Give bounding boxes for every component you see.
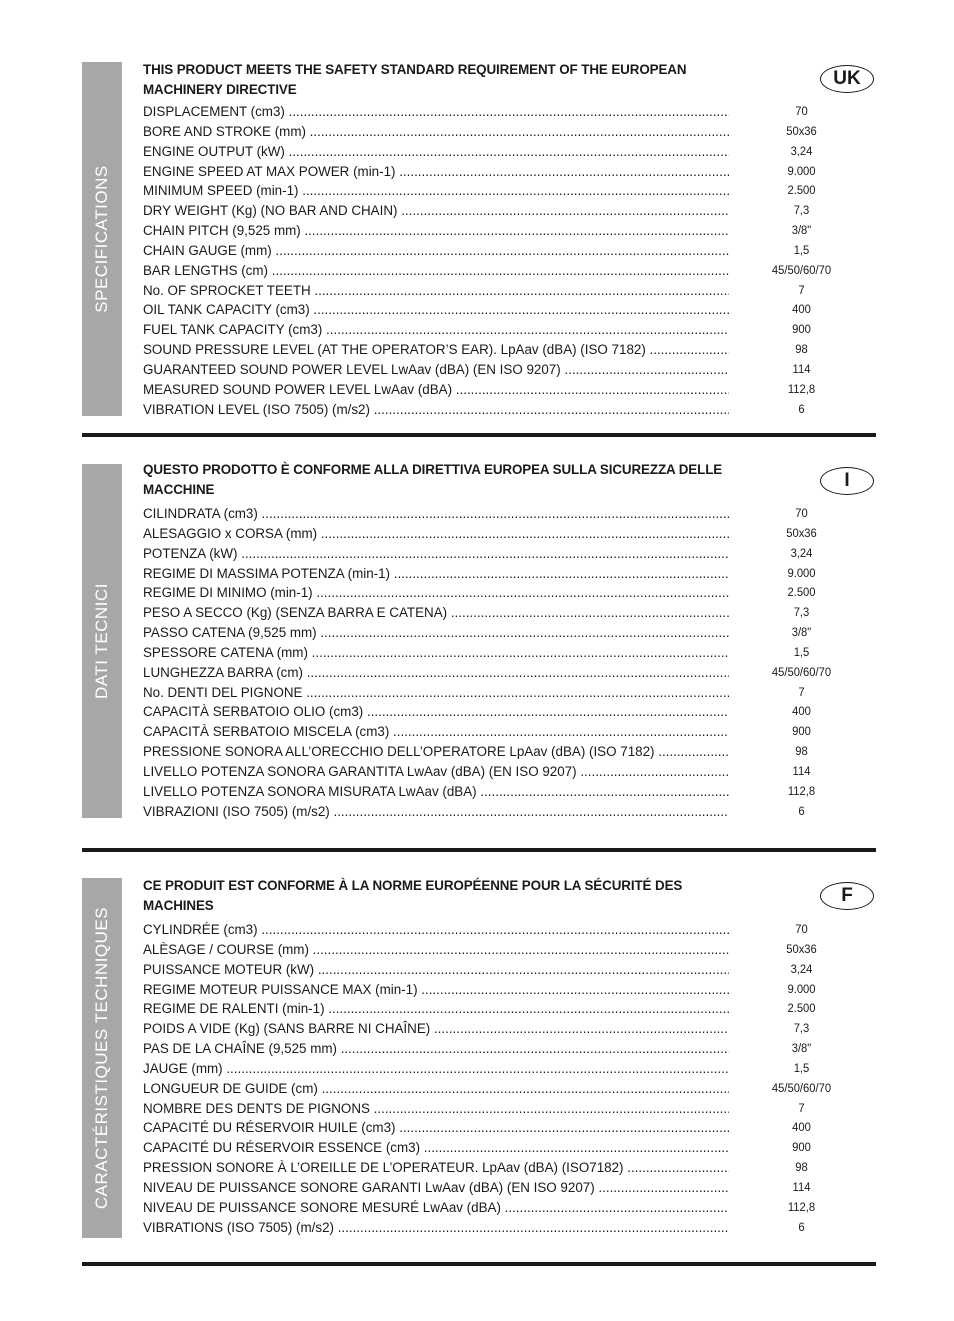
- spec-value: 70: [795, 506, 808, 520]
- sidebar-tab: [82, 878, 122, 1238]
- spec-value: 50x36: [786, 941, 817, 956]
- spec-label: SOUND PRESSURE LEVEL (AT THE OPERATOR’S EAR). LpAav (dBA) (ISO 7182) .....: [143, 340, 729, 360]
- spec-row: [143, 564, 848, 584]
- spec-list: [143, 920, 848, 1238]
- spec-value: 7: [798, 1100, 805, 1115]
- spec-label: NOMBRE DES DENTS DE PIGNONS .....: [143, 1099, 729, 1119]
- spec-value: 70: [795, 922, 808, 936]
- spec-label: VIBRATIONS (ISO 7505) (m/s2) .....: [143, 1218, 729, 1238]
- spec-row: [143, 742, 848, 762]
- spec-label: POIDS A VIDE (Kg) (SANS BARRE NI CHAÎNE) .....: [143, 1019, 729, 1039]
- spec-value: 50x36: [786, 525, 817, 540]
- spec-value: 7,3: [793, 1021, 810, 1036]
- spec-value: 6: [798, 401, 805, 416]
- spec-value: 112,8: [787, 381, 816, 396]
- spec-value: 3,24: [790, 545, 813, 560]
- spec-value: 45/50/60/70: [771, 664, 832, 679]
- spec-label: No. DENTI DEL PIGNONE .....: [143, 683, 729, 703]
- spec-row: [143, 683, 848, 703]
- spec-value: 7,3: [793, 605, 810, 620]
- spec-row: [143, 300, 848, 320]
- spec-value: 1,5: [793, 242, 810, 257]
- spec-row: [143, 722, 848, 742]
- spec-label: LONGUEUR DE GUIDE (cm) .....: [143, 1079, 729, 1099]
- spec-row: [143, 504, 848, 524]
- spec-value: 900: [792, 322, 811, 337]
- spec-value: 114: [792, 1179, 811, 1194]
- spec-value: 112,8: [787, 1199, 816, 1214]
- spec-label: BORE AND STROKE (mm) .....: [143, 122, 729, 142]
- spec-label: CAPACITÀ SERBATOIO OLIO (cm3) .....: [143, 702, 729, 722]
- spec-label: PUISSANCE MOTEUR (kW) .....: [143, 960, 729, 980]
- language-badge: F: [820, 882, 874, 910]
- spec-row: [143, 1138, 848, 1158]
- spec-row: [143, 702, 848, 722]
- spec-list: [143, 102, 848, 420]
- spec-label: POTENZA (kW) .....: [143, 544, 729, 564]
- spec-value: 7,3: [793, 203, 810, 218]
- spec-value: 3,24: [790, 143, 813, 158]
- spec-value: 114: [792, 763, 811, 778]
- spec-row: [143, 999, 848, 1019]
- sidebar-tab: [82, 464, 122, 818]
- spec-value: 3/8": [791, 1041, 812, 1056]
- spec-label: PRESSION SONORE À L’OREILLE DE L’OPERATEUR. LpAav (dBA) (ISO7182) .....: [143, 1158, 729, 1178]
- section-divider: [82, 1262, 876, 1266]
- spec-label: REGIME DE RALENTI (min-1) .....: [143, 999, 729, 1019]
- section-heading: THIS PRODUCT MEETS THE SAFETY STANDARD REQUIREMENT OF THE EUROPEAN MACHINERY DIRECTIVE: [143, 62, 687, 97]
- spec-label: PRESSIONE SONORA ALL’ORECCHIO DELL’OPERATORE LpAav (dBA) (ISO 7182) .....: [143, 742, 729, 762]
- spec-value: 1,5: [793, 1060, 810, 1075]
- sidebar-label: CARACTÉRISTIQUES TECHNIQUES: [92, 906, 111, 1210]
- spec-value: 112,8: [787, 783, 816, 798]
- spec-value: 7: [798, 282, 805, 297]
- spec-label: OIL TANK CAPACITY (cm3) .....: [143, 300, 729, 320]
- spec-label: VIBRATION LEVEL (ISO 7505) (m/s2) .....: [143, 400, 729, 420]
- spec-label: PESO A SECCO (Kg) (SENZA BARRA E CATENA) .....: [143, 603, 729, 623]
- spec-row: [143, 241, 848, 261]
- spec-value: 9.000: [787, 981, 816, 996]
- spec-row: [143, 261, 848, 281]
- spec-row: [143, 1198, 848, 1218]
- spec-label: LUNGHEZZA BARRA (cm) .....: [143, 663, 729, 683]
- spec-label: CAPACITÉ DU RÉSERVOIR ESSENCE (cm3) .....: [143, 1138, 729, 1158]
- spec-row: [143, 643, 848, 663]
- spec-label: LIVELLO POTENZA SONORA GARANTITA LwAav (dBA) (EN ISO 9207) .....: [143, 762, 729, 782]
- spec-label: ALESAGGIO x CORSA (mm) .....: [143, 524, 729, 544]
- spec-row: [143, 142, 848, 162]
- section-fr: [82, 878, 876, 1270]
- spec-row: [143, 1218, 848, 1238]
- spec-row: [143, 1019, 848, 1039]
- spec-row: [143, 583, 848, 603]
- spec-value: 45/50/60/70: [771, 1080, 832, 1095]
- spec-label: GUARANTEED SOUND POWER LEVEL LwAav (dBA) (EN ISO 9207) .....: [143, 360, 729, 380]
- spec-row: [143, 1118, 848, 1138]
- spec-label: FUEL TANK CAPACITY (cm3) .....: [143, 320, 729, 340]
- spec-value: 3,24: [790, 961, 813, 976]
- language-badge: I: [820, 467, 874, 495]
- spec-row: [143, 544, 848, 564]
- spec-label: REGIME DI MASSIMA POTENZA (min-1) .....: [143, 564, 729, 584]
- spec-label: ENGINE SPEED AT MAX POWER (min-1) .....: [143, 162, 729, 182]
- spec-label: DRY WEIGHT (Kg) (NO BAR AND CHAIN) .....: [143, 201, 729, 221]
- spec-row: [143, 960, 848, 980]
- spec-row: [143, 281, 848, 301]
- spec-value: 9.000: [787, 163, 816, 178]
- spec-row: [143, 181, 848, 201]
- section-uk: [82, 62, 876, 442]
- spec-value: 98: [795, 744, 808, 759]
- spec-label: PASSO CATENA (9,525 mm) .....: [143, 623, 729, 643]
- spec-value: 1,5: [793, 644, 810, 659]
- spec-row: [143, 380, 848, 400]
- spec-row: [143, 623, 848, 643]
- spec-row: [143, 782, 848, 802]
- section-it: [82, 464, 876, 856]
- spec-label: REGIME MOTEUR PUISSANCE MAX (min-1) .....: [143, 980, 729, 1000]
- spec-row: [143, 360, 848, 380]
- spec-row: [143, 400, 848, 420]
- sidebar-label: SPECIFICATIONS: [92, 165, 111, 313]
- spec-row: [143, 524, 848, 544]
- spec-row: [143, 940, 848, 960]
- spec-value: 3/8": [791, 223, 812, 238]
- spec-row: [143, 980, 848, 1000]
- spec-row: [143, 122, 848, 142]
- section-heading: QUESTO PRODOTTO È CONFORME ALLA DIRETTIVA EUROPEA SULLA SICUREZZA DELLE MACCHINE: [143, 462, 723, 497]
- spec-label: CAPACITÉ DU RÉSERVOIR HUILE (cm3) .....: [143, 1118, 729, 1138]
- spec-value: 900: [792, 724, 811, 739]
- spec-list: [143, 504, 848, 822]
- spec-label: VIBRAZIONI (ISO 7505) (m/s2) .....: [143, 802, 729, 822]
- spec-label: DISPLACEMENT (cm3) .....: [143, 102, 729, 122]
- spec-row: [143, 920, 848, 940]
- spec-value: 3/8": [791, 625, 812, 640]
- spec-row: [143, 1158, 848, 1178]
- spec-value: 2.500: [787, 1001, 816, 1016]
- section-heading: CE PRODUIT EST CONFORME À LA NORME EUROPÉENNE POUR LA SÉCURITÉ DES MACHINES: [143, 878, 683, 913]
- spec-label: ENGINE OUTPUT (kW) .....: [143, 142, 729, 162]
- spec-row: [143, 1079, 848, 1099]
- spec-label: CHAIN PITCH (9,525 mm) .....: [143, 221, 729, 241]
- spec-row: [143, 762, 848, 782]
- spec-value: 6: [798, 1219, 805, 1234]
- spec-value: 98: [795, 342, 808, 357]
- spec-row: [143, 1039, 848, 1059]
- spec-label: BAR LENGTHS (cm) .....: [143, 261, 729, 281]
- spec-label: CHAIN GAUGE (mm) .....: [143, 241, 729, 261]
- spec-row: [143, 340, 848, 360]
- spec-row: [143, 102, 848, 122]
- spec-label: NIVEAU DE PUISSANCE SONORE MESURÉ LwAav (dBA) .....: [143, 1198, 729, 1218]
- spec-label: No. OF SPROCKET TEETH .....: [143, 281, 729, 301]
- spec-row: [143, 1099, 848, 1119]
- spec-label: MINIMUM SPEED (min-1) .....: [143, 181, 729, 201]
- spec-value: 400: [792, 704, 811, 719]
- spec-value: 400: [792, 302, 811, 317]
- spec-value: 98: [795, 1160, 808, 1175]
- spec-row: [143, 603, 848, 623]
- spec-row: [143, 201, 848, 221]
- spec-label: CILINDRATA (cm3) .....: [143, 504, 729, 524]
- spec-value: 6: [798, 803, 805, 818]
- spec-value: 70: [795, 104, 808, 118]
- spec-label: NIVEAU DE PUISSANCE SONORE GARANTI LwAav (dBA) (EN ISO 9207) .....: [143, 1178, 729, 1198]
- section-divider: [82, 848, 876, 852]
- spec-value: 7: [798, 684, 805, 699]
- spec-label: MEASURED SOUND POWER LEVEL LwAav (dBA) .....: [143, 380, 729, 400]
- section-divider: [82, 433, 876, 437]
- sidebar-tab: [82, 62, 122, 416]
- spec-value: 9.000: [787, 565, 816, 580]
- spec-row: [143, 320, 848, 340]
- spec-row: [143, 1178, 848, 1198]
- spec-value: 50x36: [786, 123, 817, 138]
- language-badge: UK: [820, 65, 874, 93]
- spec-row: [143, 221, 848, 241]
- spec-value: 900: [792, 1140, 811, 1155]
- spec-label: REGIME DI MINIMO (min-1) .....: [143, 583, 729, 603]
- spec-value: 2.500: [787, 585, 816, 600]
- spec-label: SPESSORE CATENA (mm) .....: [143, 643, 729, 663]
- spec-label: CAPACITÀ SERBATOIO MISCELA (cm3) .....: [143, 722, 729, 742]
- spec-label: JAUGE (mm) .....: [143, 1059, 729, 1079]
- spec-label: CYLINDRÉE (cm3) .....: [143, 920, 729, 940]
- spec-row: [143, 162, 848, 182]
- spec-label: ALÈSAGE / COURSE (mm) .....: [143, 940, 729, 960]
- spec-value: 45/50/60/70: [771, 262, 832, 277]
- spec-row: [143, 663, 848, 683]
- spec-label: LIVELLO POTENZA SONORA MISURATA LwAav (dBA) .....: [143, 782, 729, 802]
- spec-value: 400: [792, 1120, 811, 1135]
- sidebar-label: DATI TECNICI: [92, 583, 111, 699]
- spec-value: 114: [792, 361, 811, 376]
- spec-value: 2.500: [787, 183, 816, 198]
- spec-row: [143, 1059, 848, 1079]
- spec-label: PAS DE LA CHAÎNE (9,525 mm) .....: [143, 1039, 729, 1059]
- spec-row: [143, 802, 848, 822]
